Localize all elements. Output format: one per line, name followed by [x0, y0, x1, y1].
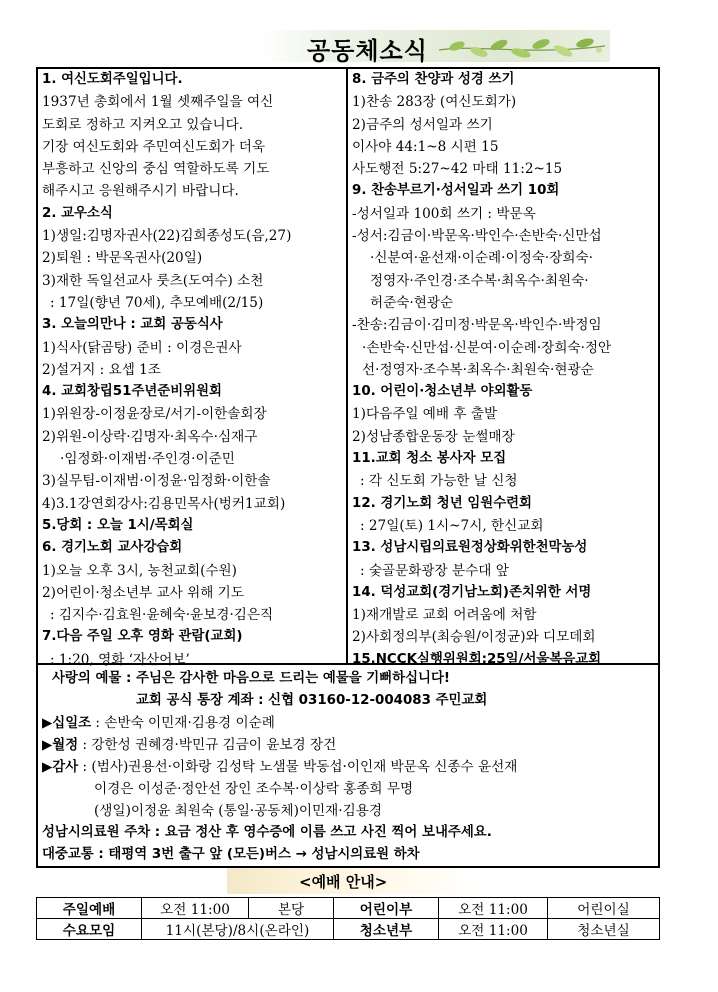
table-cell: 청소년실: [548, 919, 660, 940]
text-line: 2)금주의 성서일과 쓰기: [352, 116, 493, 133]
text-line: : 각 신도회 가능한 날 신청: [360, 473, 518, 490]
text-line: 4)3.1강연회강사:김용민목사(벙커1교회): [42, 495, 286, 512]
section-heading: 5.당회 : 오늘 1시/목회실: [42, 517, 194, 533]
text-line: 2)사회정의부(최승원/이정균)와 디모데회: [352, 629, 596, 646]
text-line: 정영자·주인경·조수복·최옥수·최원숙·: [370, 272, 589, 289]
page-title: 공동체소식: [307, 37, 428, 65]
text-line: 기장 여신도회와 주민여신도회가 더욱: [42, 138, 266, 155]
table-cell: 어린이부: [334, 898, 439, 919]
text-line: 2)어린이·청소년부 교사 위해 기도: [42, 584, 244, 601]
table-row: [37, 898, 660, 919]
table-cell: 오전 11:00: [439, 919, 548, 940]
news-box: [36, 67, 660, 668]
text-line: 해주시고 응원해주시기 바랍니다.: [42, 183, 239, 200]
text-line: : 27일(토) 1시~7시, 한신교회: [360, 517, 544, 534]
section-heading: 12. 경기노회 청년 임원수련회: [352, 495, 532, 511]
table-cell: 주일예배: [37, 898, 142, 919]
worship-header: [227, 868, 482, 894]
thanks-line: ▶감사 : (범사)권용선·이화랑 김성탁 노샘물 박동섭·이인재 박문옥 신종수 윤선재: [42, 759, 518, 775]
section-heading: 9. 찬송부르기·성서일과 쓰기 10회: [352, 183, 560, 199]
table-cell: 수요모임: [37, 919, 142, 940]
section-heading: 7.다음 주일 오후 영화 관람(교회): [42, 629, 243, 645]
text-line: : 김지수·김효원·윤혜숙·윤보경·김은직: [50, 607, 274, 624]
section-heading: 15.NCCK실행위원회:25일/서울복음교회: [352, 651, 602, 667]
section-heading: 11.교회 청소 봉사자 모집: [352, 451, 507, 467]
table-cell: 오전 11:00: [142, 898, 249, 919]
right-column: [352, 69, 658, 671]
text-line: : 17일(향년 70세), 추모예배(2/15): [50, 294, 264, 311]
text-line: 1)위원장-이정윤장로/서기-이한솔회장: [42, 406, 267, 423]
parking-notice: 성남시의료원 주차 : 요금 정산 후 영수증에 이름 쓰고 사진 찍어 보내주세요.: [42, 825, 492, 840]
offering-intro: 사랑의 예물 : 주님은 감사한 마음으로 드리는 예물을 기뻐하십니다!: [52, 671, 451, 686]
table-cell: 오전 11:00: [439, 898, 548, 919]
text-line: 선·정영자·조수복·최옥수·최원숙·현광순: [362, 361, 594, 378]
text-line: -찬송:김금이·김미정·박문옥·박인수·박정임: [352, 317, 602, 334]
table-row: [37, 919, 660, 940]
table-cell: 청소년부: [334, 919, 439, 940]
tithe-line: ▶십일조 : 손반숙 이민재·김용경 이순례: [42, 715, 275, 731]
leaf-decoration-icon: [437, 34, 607, 60]
table-cell: 어린이실: [548, 898, 660, 919]
text-line: 허준숙·현광순: [370, 294, 454, 311]
monthly-line: ▶월정 : 강한성 권혜경·박민규 김금이 윤보경 장건: [42, 737, 337, 753]
text-line: 이사야 44:1~8 시편 15: [352, 138, 499, 155]
section-heading: 14. 덕성교회(경기남노회)존치위한 서명: [352, 584, 592, 600]
section-heading: 8. 금주의 찬양과 성경 쓰기: [352, 72, 515, 87]
text-line: 2)퇴원 : 박문옥권사(20일): [42, 250, 203, 267]
bank-account: 교회 공식 통장 계좌 : 신협 03160-12-004083 주민교회: [136, 693, 488, 708]
section-heading: 6. 경기노회 교사강습회: [42, 540, 183, 556]
offering-box: [36, 663, 660, 868]
text-line: 1937년 총회에서 1월 셋째주일을 여신: [42, 94, 274, 111]
text-line: 3)실무팀-이재범·이정윤·임정화·이한솔: [42, 473, 271, 490]
text-line: -성서일과 100회 쓰기 : 박문옥: [352, 205, 536, 222]
table-cell: 본당: [249, 898, 334, 919]
text-line: 부흥하고 신앙의 중심 역할하도록 기도: [42, 161, 270, 178]
column-divider: [346, 69, 348, 663]
text-line: 1)찬송 283장 (여신도회가): [352, 94, 517, 111]
section-header: [262, 30, 610, 65]
transit-notice: 대중교통 : 태평역 3번 출구 앞 (모든)버스 → 성남시의료원 하차: [42, 847, 420, 862]
text-line: ·손반숙·신만섭·신분여·이순례·장희숙·정안: [362, 339, 612, 356]
thanks-line-3: (생일)이정윤 최원숙 (통일·공동체)이민재·김용경: [94, 803, 382, 819]
text-line: ·신분여·윤선재·이순례·이정숙·장희숙·: [370, 250, 593, 267]
section-heading: 3. 오늘의만나 : 교회 공동식사: [42, 317, 223, 333]
text-line: 1)재개발로 교회 어려움에 처함: [352, 607, 537, 624]
text-line: 2)설거지 : 요셉 1조: [42, 361, 161, 378]
text-line: 1)생일:김명자권사(22)김희종성도(음,27): [42, 228, 292, 245]
text-line: 1)식사(닭곰탕) 준비 : 이경은권사: [42, 339, 242, 356]
text-line: 2)성남종합운동장 눈썰매장: [352, 428, 515, 445]
worship-title: <예배 안내>: [299, 873, 388, 891]
text-line: 3)재한 독일선교사 룻츠(도여수) 소천: [42, 272, 264, 289]
text-line: ·임정화·이재범·주인경·이준민: [60, 451, 235, 468]
text-line: -성서:김금이·박문옥·박인수·손반숙·신만섭: [352, 228, 602, 245]
section-heading: 4. 교회창립51주년준비위원회: [42, 384, 222, 400]
section-heading: 10. 어린이·청소년부 야외활동: [352, 384, 533, 400]
text-line: 도회로 정하고 지켜오고 있습니다.: [42, 116, 244, 133]
left-column: [42, 69, 342, 671]
worship-schedule-table: [36, 897, 660, 940]
text-line: 2)위원-이상락·김명자·최옥수·심재구: [42, 428, 258, 445]
section-heading: 13. 성남시립의료원정상화위한천막농성: [352, 540, 588, 556]
section-heading: 1. 여신도회주일입니다.: [42, 72, 183, 87]
text-line: 1)오늘 오후 3시, 농천교회(수원): [42, 562, 237, 579]
table-cell: 11시(본당)/8시(온라인): [142, 919, 334, 940]
text-line: 1)다음주일 예배 후 출발: [352, 406, 498, 423]
section-heading: 2. 교우소식: [42, 205, 113, 221]
text-line: : 숯골문화광장 분수대 앞: [360, 562, 509, 579]
text-line: : 1:20, 영화 ‘자산어보’: [50, 651, 190, 668]
text-line: 사도행전 5:27~42 마태 11:2~15: [352, 161, 563, 178]
thanks-line-2: 이경은 이성준·정안선 장인 조수복·이상락 홍종희 무명: [94, 781, 414, 797]
